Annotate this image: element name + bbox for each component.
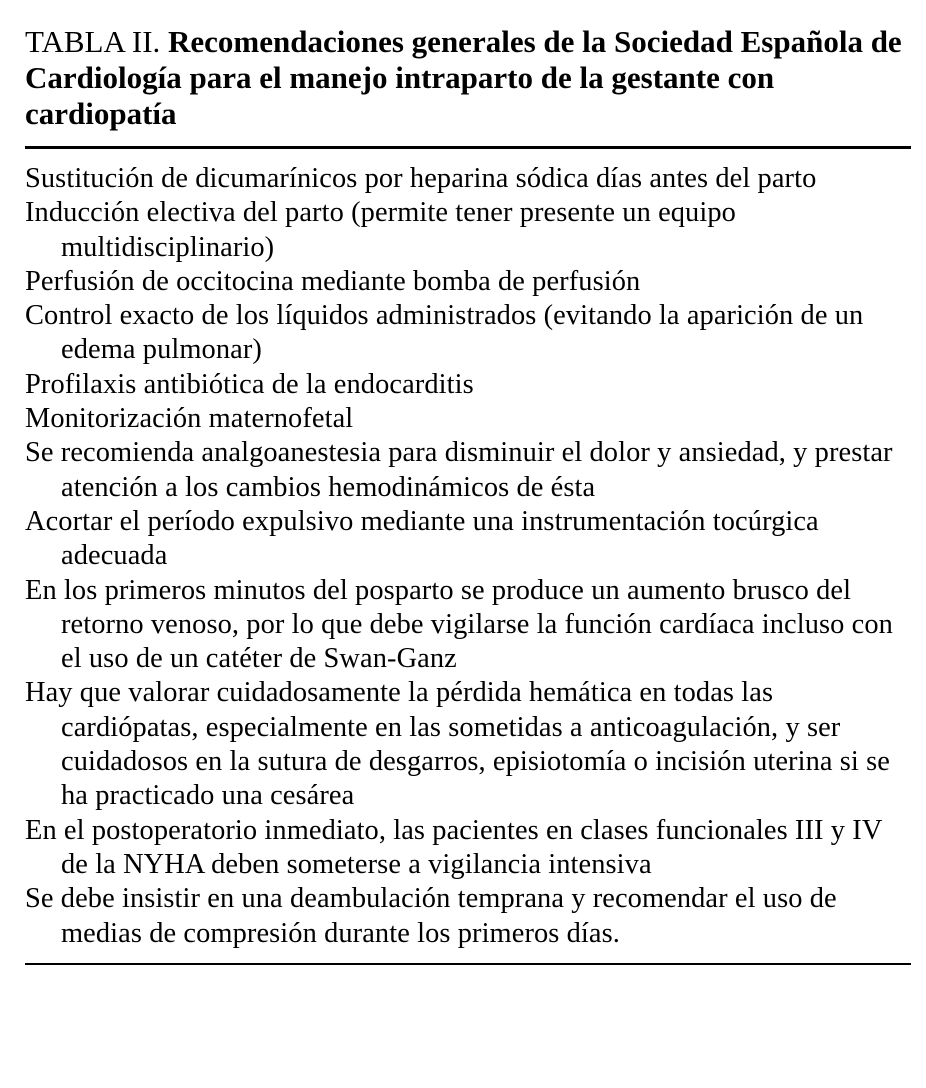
table-caption (25, 24, 911, 132)
list-item: Monitorización maternofetal (25, 403, 354, 435)
list-item: Sustitución de dicumarínicos por heparina sódica días antes del parto (25, 163, 817, 194)
recommendations-list (25, 149, 911, 951)
list-item: En los primeros minutos del posparto se produce un aumento brusco del retorno venoso, por lo que debe vigilarse la función cardíaca incluso con el uso de un catéter de Swan-Ganz (25, 574, 893, 675)
table-label: TABLA II. (25, 24, 161, 59)
list-item: Profilaxis antibiótica de la endocarditis (25, 368, 474, 400)
list-item: Acortar el período expulsivo mediante una instrumentación tocúrgica adecuada (25, 505, 819, 572)
list-item: Perfusión de occitocina mediante bomba de perfusión (25, 265, 641, 297)
table-title: Recomendaciones generales de la Sociedad Española de Cardiología para el manejo intraparto de la gestante con cardiopatía (25, 24, 902, 131)
list-item: En el postoperatorio inmediato, las pacientes en clases funcionales III y IV de la NYHA deben someterse a vigilancia intensiva (25, 814, 882, 880)
bottom-rule (25, 963, 911, 965)
list-item: Inducción electiva del parto (permite tener presente un equipo multidisciplinario) (25, 197, 736, 263)
list-item: Se debe insistir en una deambulación temprana y recomendar el uso de medias de compresión durante los primeros días. (25, 883, 837, 949)
list-item: Hay que valorar cuidadosamente la pérdida hemática en todas las cardiópatas, especialmente en las sometidas a anticoagulación, y ser cuidadosos en la sutura de desgarros, episiotomía o incisión uterina si se ha practicado una cesárea (25, 677, 890, 812)
list-item: Control exacto de los líquidos administrados (evitando la aparición de un edema pulmonar) (25, 300, 864, 366)
table-container (25, 24, 911, 965)
list-item: Se recomienda analgoanestesia para disminuir el dolor y ansiedad, y prestar atención a los cambios hemodinámicos de ésta (25, 437, 893, 503)
